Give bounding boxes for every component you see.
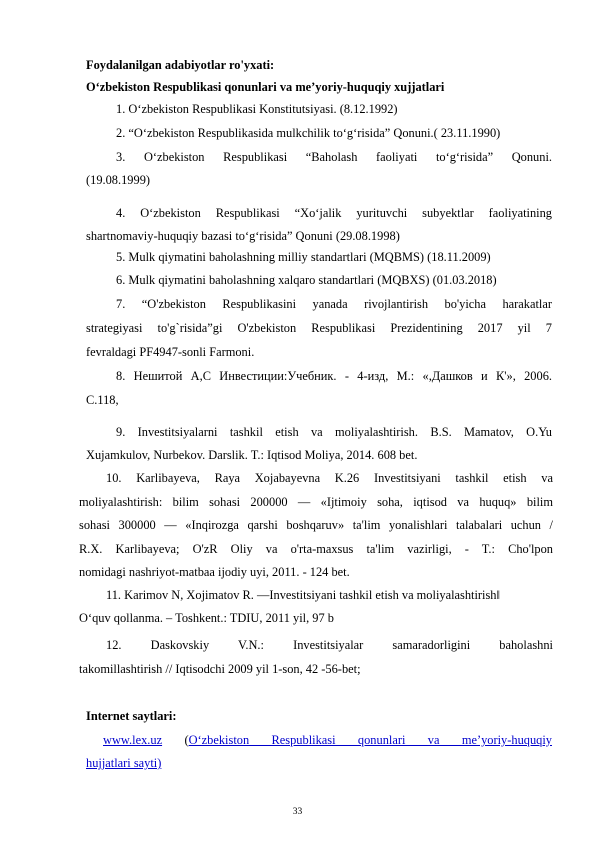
item-number: 2. [116, 126, 126, 140]
item-text-continued: takomillashtirish // Iqtisodchi 2009 yil 1-son, 42 -56-bet; [79, 662, 361, 676]
item-text-continued: fevraldagi PF4947-sonli Farmoni. [86, 345, 255, 359]
list-item [116, 150, 552, 165]
page-number: 33 [292, 807, 303, 817]
item-text: “O'zbekiston Respublikasini yanada rivojlantirish bo'yicha harakatlar [141, 297, 552, 311]
item-text-continued: С.118, [86, 393, 119, 407]
list-item [116, 297, 552, 312]
item-number: 8. [116, 369, 126, 383]
lex-uz-description-link[interactable]: O‘zbekiston Respublikasi qonunlari va me’yoriy-huquqiy [188, 733, 552, 747]
internet-item [103, 733, 552, 748]
item-text: Mulk qiymatini baholashning xalqaro standartlari (MQBXS) (01.03.2018) [128, 273, 497, 287]
item-number: 11. [106, 588, 122, 602]
list-item [106, 638, 553, 653]
laws-subheading: O‘zbekiston Respublikasi qonunlari va me’yoriy-huquqiy xujjatlari [86, 80, 445, 94]
lex-uz-link[interactable]: www.lex.uz [103, 733, 163, 747]
list-item [116, 425, 552, 440]
references-heading: Foydalanilgan adabiyotlar ro'yxati: [86, 58, 275, 72]
list-item [106, 471, 553, 486]
paren-open: ( [184, 733, 189, 747]
item-number: 4. [116, 206, 126, 220]
item-number: 6. [116, 273, 126, 287]
internet-heading: Internet saytlari: [86, 709, 177, 723]
list-item [116, 102, 398, 117]
item-text: Investitsiyalarni tashkil etish va moliyalashtirish. B.S. Mamatov, O.Yu [137, 425, 552, 439]
item-text: Karlibayeva, Raya Xojabayevna K.26 Investitsiyani tashkil etish va [136, 471, 553, 485]
item-number: 5. [116, 250, 126, 264]
list-item [116, 273, 497, 288]
item-text: “O‘zbekiston Respublikasida mulkchilik to‘g‘risida” Qonuni.( 23.11.1990) [128, 126, 501, 140]
item-number: 3. [116, 150, 126, 164]
list-item [116, 369, 552, 384]
item-text: O‘zbekiston Respublikasi “Baholash faoliyati to‘g‘risida” Qonuni. [143, 150, 552, 164]
item-text-continued: strategiyasi to'g`risida”gi O'zbekiston Respublikasi Prezidentining 2017 yil 7 [86, 321, 552, 335]
item-text-continued: nomidagi nashriyot-matbaa ijodiy uyi, 2011. - 124 bet. [79, 565, 350, 579]
item-text: Mulk qiymatini baholashning milliy standartlari (MQBMS) (18.11.2009) [128, 250, 491, 264]
item-text-continued: sohasi 300000 — «Inqirozga qarshi boshqaruv» ta'lim yonalishlari talabalari uchun / [79, 518, 553, 532]
item-text-continued: shartnomaviy-huquqiy bazasi to‘g‘risida” Qonuni (29.08.1998) [86, 229, 400, 243]
item-number: 10. [106, 471, 122, 485]
list-item [116, 206, 552, 221]
item-text-continued: moliyalashtirish: bilim sohasi 200000 — «Ijtimoiy soha, iqtisod va huquq» bilim [79, 495, 553, 509]
lex-uz-description-link-continued[interactable]: hujjatlari sayti) [86, 756, 162, 770]
item-text-continued: (19.08.1999) [86, 173, 151, 187]
internet-item-continued [86, 756, 161, 771]
item-text: O‘zbekiston Respublikasi “Xo‘jalik yurituvchi subyektlar faoliyatining [140, 206, 552, 220]
item-text-continued: R.X. Karlibayeva; O'zR Oliy va o'rta-maxsus ta'lim vazirligi, - T.: Cho'lpon [79, 542, 553, 556]
list-item [116, 126, 500, 141]
item-text: Karimov N, Xojimatov R. ―Investitsiyani tashkil etish va moliyalashtirish‖ [124, 588, 500, 602]
item-number: 9. [116, 425, 126, 439]
item-text: O‘zbekiston Respublikasi Konstitutsiyasi. (8.12.1992) [128, 102, 398, 116]
item-text-continued: Xujamkulov, Nurbekov. Darslik. T.: Iqtisod Moliya, 2014. 608 bet. [86, 448, 418, 462]
item-number: 7. [116, 297, 126, 311]
list-item [106, 588, 500, 603]
list-item [116, 250, 491, 265]
item-number: 12. [106, 638, 122, 652]
item-text-continued: O‘quv qollanma. – Toshkent.: TDIU, 2011 yil, 97 b [79, 611, 334, 625]
item-text: Daskovskiy V.N.: Investitsiyalar samaradorligini baholashni [150, 638, 553, 652]
item-number: 1. [116, 102, 126, 116]
item-text: Нешитой А,С Инвестиции:Учебник. - 4-изд, М.: «,Дашков и К'», 2006. [133, 369, 552, 383]
